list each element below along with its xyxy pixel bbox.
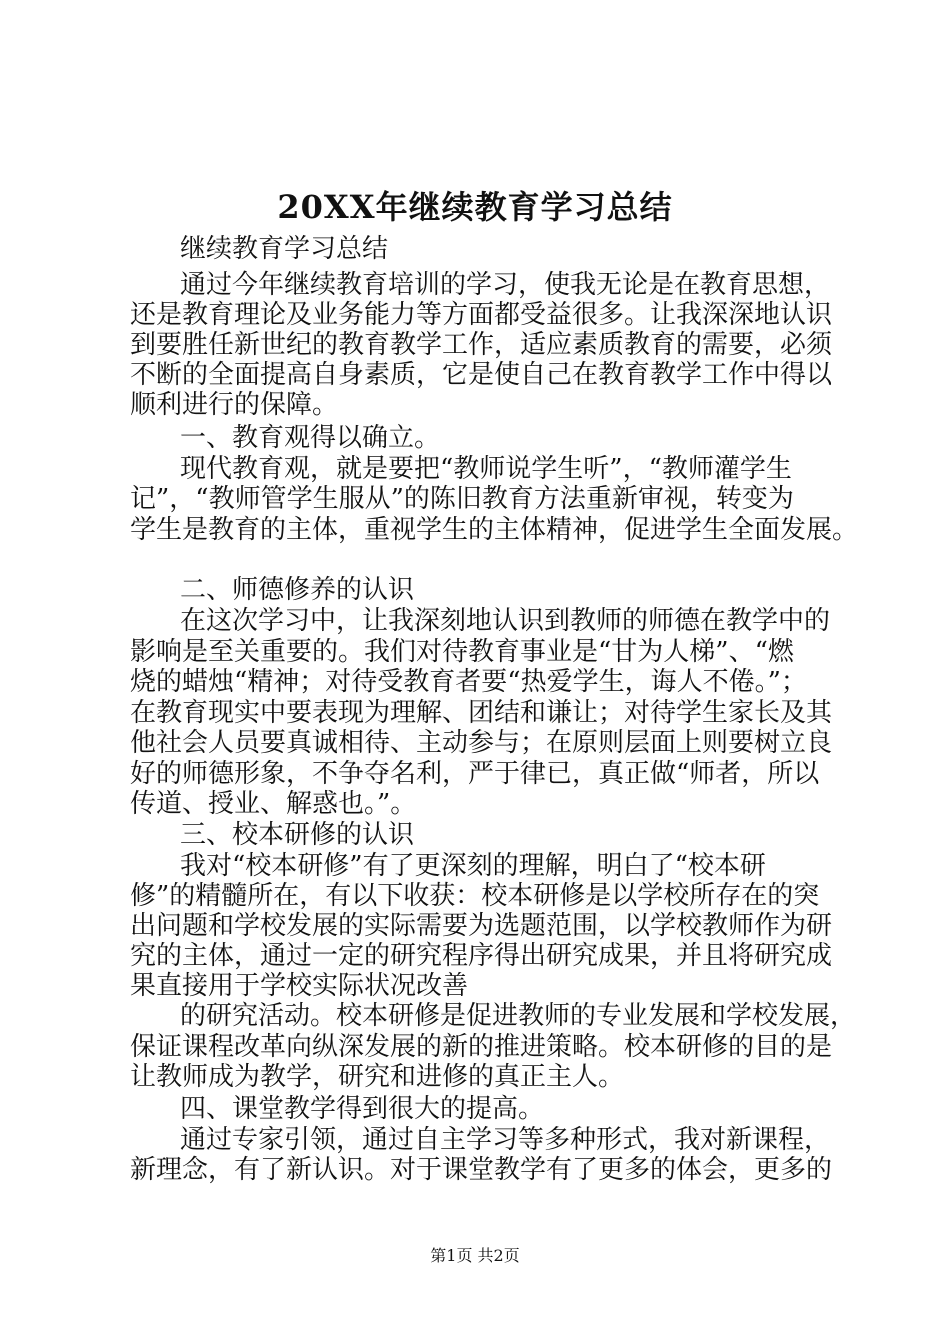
document-title: 20XX年继续教育学习总结 bbox=[277, 188, 673, 226]
paragraph-line: 的研究活动。校本研修是促进教师的专业发展和学校发展， bbox=[180, 1001, 857, 1031]
paragraph-line: 好的师德形象，不争夺名利，严于律已，真正做“师者，所以 bbox=[130, 759, 820, 789]
paragraph-line: 保证课程改革向纵深发展的新的推进策略。校本研修的目的是 bbox=[130, 1032, 833, 1062]
paragraph-line: 到要胜任新世纪的教育教学工作，适应素质教育的需要，必须 bbox=[130, 330, 833, 360]
paragraph-line: 他社会人员要真诚相待、主动参与；在原则层面上则要树立良 bbox=[130, 728, 833, 758]
page-footer: 第1页 共2页 bbox=[430, 1246, 520, 1265]
paragraph-line: 在教育现实中要表现为理解、团结和谦让；对待学生家长及其 bbox=[130, 698, 833, 728]
paragraph-line: 影响是至关重要的。我们对待教育事业是“甘为人梯”、“燃 bbox=[130, 637, 794, 667]
paragraph-line: 让教师成为教学，研究和进修的真正主人。 bbox=[130, 1062, 625, 1092]
paragraph-line: 还是教育理论及业务能力等方面都受益很多。让我深深地认识 bbox=[130, 300, 833, 330]
paragraph-line: 究的主体，通过一定的研究程序得出研究成果，并且将研究成 bbox=[130, 941, 833, 971]
paragraph-line: 我对“校本研修”有了更深刻的理解，明白了“校本研 bbox=[180, 851, 766, 881]
section-heading: 二、师德修养的认识 bbox=[180, 575, 415, 605]
paragraph-line: 学生是教育的主体，重视学生的主体精神，促进学生全面发展。 bbox=[130, 515, 859, 545]
paragraph-line: 果直接用于学校实际状况改善 bbox=[130, 971, 469, 1001]
section-heading: 四、课堂教学得到很大的提高。 bbox=[180, 1094, 545, 1124]
paragraph-line: 新理念，有了新认识。对于课堂教学有了更多的体会，更多的 bbox=[130, 1155, 833, 1185]
section-heading: 一、教育观得以确立。 bbox=[180, 423, 441, 453]
paragraph-line: 继续教育学习总结 bbox=[180, 234, 389, 264]
paragraph-line: 不断的全面提高自身素质，它是使自己在教育教学工作中得以 bbox=[130, 360, 833, 390]
paragraph-line: 在这次学习中，让我深刻地认识到教师的师德在教学中的 bbox=[180, 606, 831, 636]
paragraph-line: 传道、授业、解惑也。”。 bbox=[130, 789, 417, 819]
paragraph-line: 修”的精髓所在，有以下收获：校本研修是以学校所存在的突 bbox=[130, 881, 820, 911]
paragraph-line: 出问题和学校发展的实际需要为选题范围，以学校教师作为研 bbox=[130, 911, 833, 941]
paragraph-line: 通过专家引领，通过自主学习等多种形式，我对新课程， bbox=[180, 1125, 831, 1155]
paragraph-line: 记”，“教师管学生服从”的陈旧教育方法重新审视，转变为 bbox=[130, 484, 794, 514]
paragraph-line: 现代教育观，就是要把“教师说学生听”，“教师灌学生 bbox=[180, 454, 792, 484]
paragraph-line: 通过今年继续教育培训的学习，使我无论是在教育思想， bbox=[180, 270, 831, 300]
section-heading: 三、校本研修的认识 bbox=[180, 820, 415, 850]
paragraph-line: 顺利进行的保障。 bbox=[130, 390, 339, 420]
paragraph-line: 烧的蜡烛“精神；对待受教育者要“热爱学生，诲人不倦。”； bbox=[130, 667, 807, 697]
